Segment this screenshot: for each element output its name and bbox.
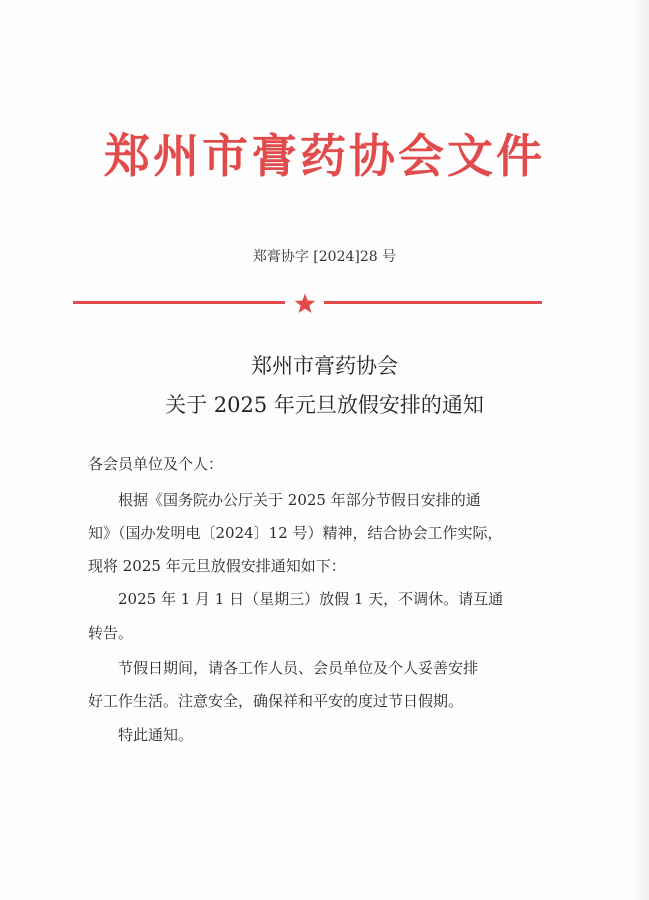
body-line: 好工作生活。注意安全，确保祥和平安的度过节日假期。 [88,692,464,710]
body-line: 2025 年 1 月 1 日（星期三）放假 1 天，不调休。请互通 [118,590,504,608]
letterhead-title: 郑州市膏药协会文件 [104,129,545,183]
document-number: 郑膏协字 [2024]28 号 [252,249,397,265]
body-line: 现将 2025 年元旦放假安排通知如下： [88,557,346,575]
notice-title-org: 郑州市膏药协会 [251,354,398,378]
star-icon [293,292,317,316]
body-line: 转告。 [88,624,134,642]
body-line: 节假日期间，请各工作人员、会员单位及个人妥善安排 [118,659,479,677]
red-rule-right [324,301,542,304]
notice-title-subject: 关于 2025 年元旦放假安排的通知 [165,393,484,417]
closing-line: 特此通知。 [118,726,194,744]
red-rule-left [73,301,285,304]
body-line: 知》（国办发明电〔2024〕12 号）精神，结合协会工作实际， [88,524,503,542]
salutation: 各会员单位及个人： [88,455,224,473]
body-line: 根据《国务院办公厅关于 2025 年部分节假日安排的通 [118,491,481,509]
